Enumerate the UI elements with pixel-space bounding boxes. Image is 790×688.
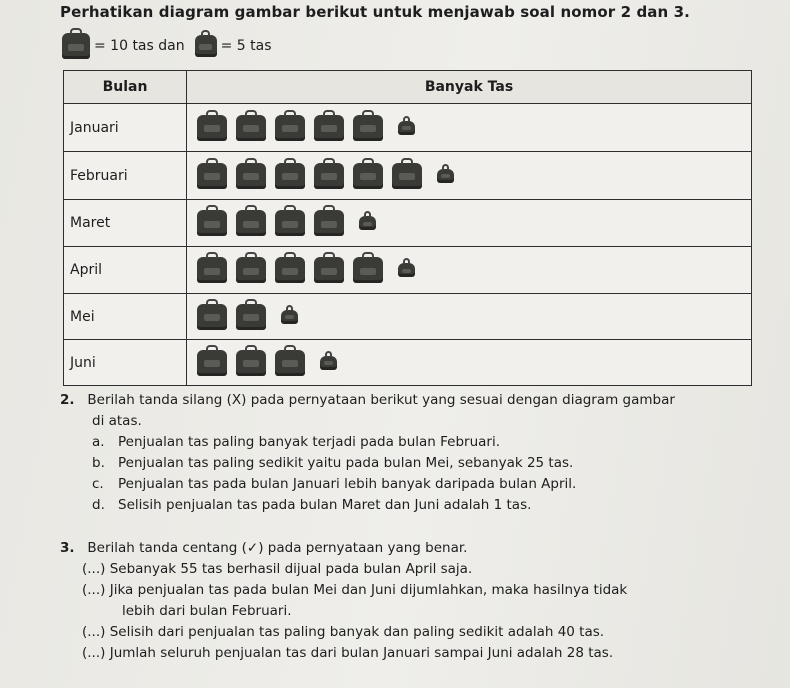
bag-icon-half: [437, 169, 454, 183]
header-count: Banyak Tas: [187, 71, 752, 104]
bag-icon-full: [275, 257, 305, 283]
table-row: [64, 104, 752, 152]
table-row: [64, 200, 752, 247]
table-row: [64, 247, 752, 294]
q3-item-mark: (...): [82, 624, 106, 640]
q2-number: 2.: [60, 392, 75, 408]
bag-icons-cell: [187, 294, 752, 340]
q2-option-d: d. Selisih penjualan tas pada bulan Maret dan Juni adalah 1 tas.: [92, 497, 532, 513]
bag-icon-full: [275, 163, 305, 189]
bag-icon-half: [398, 263, 415, 277]
bag-icon-full: [314, 210, 344, 236]
bag-icons-cell: [187, 104, 752, 152]
q3-number: 3.: [60, 540, 75, 556]
month-label: Juni: [64, 340, 187, 386]
table-row: [64, 152, 752, 200]
bag-icon-full: [275, 115, 305, 141]
month-label: Januari: [64, 104, 187, 152]
bag-icon-full: [236, 163, 266, 189]
bag-icon-half: [320, 356, 337, 370]
month-label: April: [64, 247, 187, 294]
month-label: Februari: [64, 152, 187, 200]
bag-icon-half: [359, 216, 376, 230]
q3-item-2: (...) Jika penjualan tas pada bulan Mei dan Juni dijumlahkan, maka hasilnya tidak: [82, 582, 628, 598]
bag-icon-half: [281, 310, 298, 324]
table-row: [64, 340, 752, 386]
bag-icon-full: [197, 350, 227, 376]
bag-icon-full: [353, 257, 383, 283]
header-month: Bulan: [64, 71, 187, 104]
q2-option-a: a. Penjualan tas paling banyak terjadi pada bulan Februari.: [92, 434, 501, 450]
bag-icon-full: [236, 304, 266, 330]
bag-icon-full: [197, 304, 227, 330]
q3-item-mark: (...): [82, 561, 106, 577]
bag-icon-full: [236, 257, 266, 283]
bag-icon-full: [314, 163, 344, 189]
q2-option-b: b. Penjualan tas paling sedikit yaitu pada bulan Mei, sebanyak 25 tas.: [92, 455, 574, 471]
legend: [62, 32, 272, 60]
bag-icon-full: [197, 115, 227, 141]
q3-item-mark: (...): [82, 582, 106, 598]
q3-item-3: (...) Selisih dari penjualan tas paling banyak dan paling sedikit adalah 40 tas.: [82, 624, 605, 640]
q2-text-cont: di atas.: [92, 413, 142, 429]
bag-icons-cell: [187, 200, 752, 247]
bag-icon-full: [236, 350, 266, 376]
bag-icon-half: [398, 121, 415, 135]
bag-icon-full: [353, 163, 383, 189]
q3-item-mark: (...): [82, 645, 106, 661]
bag-icon-full: [275, 350, 305, 376]
legend-half-value: = 5 tas: [220, 38, 272, 54]
intro-text: Perhatikan diagram gambar berikut untuk menjawab soal nomor 2 dan 3.: [60, 3, 690, 21]
q3-item-1: (...) Sebanyak 55 tas berhasil dijual pada bulan April saja.: [82, 561, 473, 577]
q3-text: Berilah tanda centang (✓) pada pernyataan yang benar.: [87, 540, 468, 556]
bag-icon-full: [275, 210, 305, 236]
q3-item-4: (...) Jumlah seluruh penjualan tas dari bulan Januari sampai Juni adalah 28 tas.: [82, 645, 614, 661]
bag-icon-full: [314, 115, 344, 141]
q2-text: Berilah tanda silang (X) pada pernyataan berikut yang sesuai dengan diagram gambar: [87, 392, 675, 408]
bag-icon-full: [197, 257, 227, 283]
bag-icon-full: [353, 115, 383, 141]
bag-icon-full: [62, 33, 90, 59]
bag-icon-full: [236, 115, 266, 141]
bag-icon-full: [197, 210, 227, 236]
bag-icon-full: [236, 210, 266, 236]
bag-icon-full: [392, 163, 422, 189]
table-row: [64, 294, 752, 340]
q3-item-2-cont: lebih dari bulan Februari.: [122, 603, 292, 619]
bag-icon-full: [314, 257, 344, 283]
bag-icon-half: [195, 35, 217, 57]
month-label: Maret: [64, 200, 187, 247]
question-3: [60, 538, 780, 664]
bag-icons-cell: [187, 152, 752, 200]
question-2: [60, 390, 770, 516]
q2-option-c: c. Penjualan tas pada bulan Januari lebih banyak daripada bulan April.: [92, 476, 577, 492]
bag-icons-cell: [187, 340, 752, 386]
bag-icon-full: [197, 163, 227, 189]
pictogram-table: [63, 70, 752, 386]
month-label: Mei: [64, 294, 187, 340]
bag-icons-cell: [187, 247, 752, 294]
legend-full-value: = 10 tas dan: [94, 38, 185, 54]
